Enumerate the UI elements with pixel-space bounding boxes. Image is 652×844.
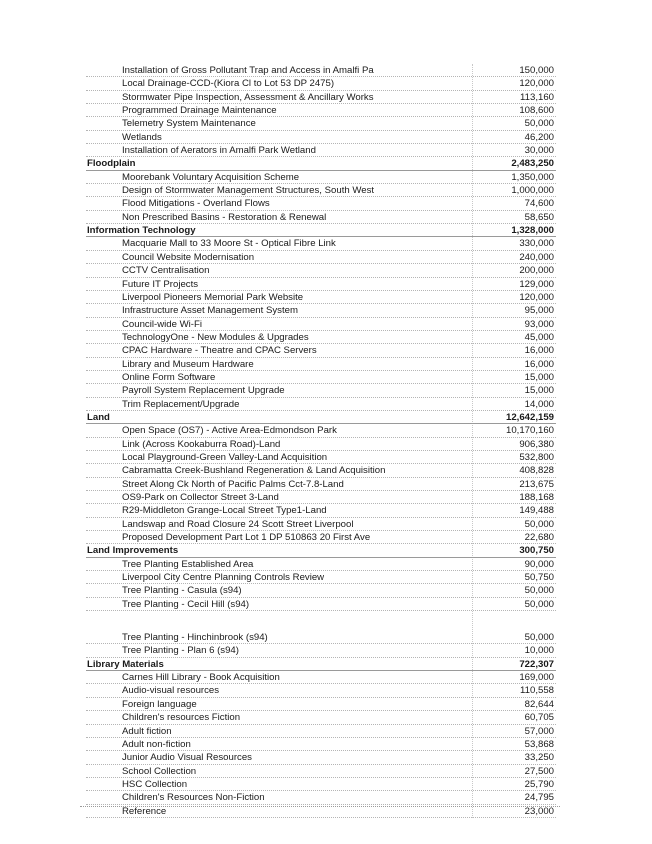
table-row	[86, 571, 556, 584]
item-label: Local Drainage-CCD-(Kiora Cl to Lot 53 DP 2475)	[122, 78, 335, 90]
item-label: Programmed Drainage Maintenance	[122, 105, 277, 117]
item-amount: 50,750	[524, 572, 554, 584]
item-amount: 906,380	[519, 438, 554, 450]
item-amount: 57,000	[524, 725, 554, 737]
item-label: CPAC Hardware - Theatre and CPAC Servers	[122, 345, 317, 357]
table-row	[86, 197, 556, 210]
item-label: Street Along Ck North of Pacific Palms Cct-7.8-Land	[122, 478, 344, 490]
item-amount: 149,488	[519, 505, 554, 517]
table-row	[86, 91, 556, 104]
item-amount: 50,000	[524, 585, 554, 597]
item-label: Future IT Projects	[122, 278, 199, 290]
item-label: Reference	[122, 805, 167, 817]
item-amount: 150,000	[519, 65, 554, 76]
table-row	[86, 371, 556, 384]
item-label: Infrastructure Asset Management System	[122, 305, 298, 317]
table-row	[86, 738, 556, 751]
item-amount: 16,000	[524, 345, 554, 357]
item-amount: 23,000	[524, 805, 554, 817]
category-label: Floodplain	[87, 158, 136, 170]
item-label: Payroll System Replacement Upgrade	[122, 385, 285, 397]
item-amount: 15,000	[524, 371, 554, 383]
category-total: 300,750	[519, 545, 554, 557]
item-label: Flood Mitigations - Overland Flows	[122, 198, 270, 210]
item-label: Tree Planting Established Area	[122, 558, 254, 570]
item-label: Foreign language	[122, 698, 197, 710]
table-row	[86, 584, 556, 597]
item-label: Liverpool Pioneers Memorial Park Website	[122, 291, 304, 303]
item-label: Landswap and Road Closure 24 Scott Street Liverpool	[122, 518, 354, 530]
table-row	[86, 104, 556, 117]
table-body	[86, 64, 556, 818]
item-label: TechnologyOne - New Modules & Upgrades	[122, 331, 309, 343]
category-label: Information Technology	[87, 225, 196, 237]
category-total: 2,483,250	[511, 158, 554, 170]
item-amount: 30,000	[524, 145, 554, 157]
table-row	[86, 171, 556, 184]
item-amount: 50,000	[524, 598, 554, 610]
item-label: Cabramatta Creek-Bushland Regeneration & Land Acquisition	[122, 465, 386, 477]
table-row	[86, 698, 556, 711]
item-label: Carnes Hill Library - Book Acquisition	[122, 672, 280, 684]
item-label: CCTV Centralisation	[122, 265, 210, 277]
item-label: Adult fiction	[122, 725, 172, 737]
item-amount: 82,644	[524, 698, 554, 710]
table-row	[86, 725, 556, 738]
item-label: Installation of Gross Pollutant Trap and Access in Amalfi Pa	[122, 65, 374, 76]
item-label: Children's resources Fiction	[122, 712, 241, 724]
table-row	[86, 237, 556, 250]
page-bottom-rule	[80, 806, 560, 807]
item-label: Council Website Modernisation	[122, 251, 255, 263]
item-amount: 33,250	[524, 752, 554, 764]
table-row	[86, 184, 556, 197]
item-label: HSC Collection	[122, 778, 188, 790]
table-row	[86, 264, 556, 277]
item-label: Junior Audio Visual Resources	[122, 752, 252, 764]
item-amount: 188,168	[519, 492, 554, 503]
item-label: Wetlands	[122, 131, 162, 143]
category-row	[86, 658, 556, 671]
item-amount: 110,558	[520, 685, 554, 697]
table-row	[86, 438, 556, 451]
item-label: Tree Planting - Cecil Hill (s94)	[122, 598, 250, 610]
item-label: Council-wide Wi-Fi	[122, 318, 202, 330]
table-row	[86, 131, 556, 144]
table-row	[86, 278, 556, 291]
item-amount: 50,000	[524, 632, 554, 644]
category-row	[86, 157, 556, 170]
table-row	[86, 464, 556, 477]
table-row	[86, 478, 556, 491]
item-amount: 532,800	[519, 451, 554, 463]
item-label: Design of Stormwater Management Structures, South West	[122, 185, 375, 197]
category-total: 1,328,000	[511, 225, 554, 237]
item-label: R29-Middleton Grange-Local Street Type1-Land	[122, 505, 327, 517]
table-row	[86, 251, 556, 264]
item-amount: 58,650	[524, 211, 554, 223]
item-label: Tree Planting - Hinchinbrook (s94)	[122, 632, 268, 644]
item-label: School Collection	[122, 765, 197, 777]
item-amount: 120,000	[519, 291, 554, 303]
item-amount: 50,000	[524, 118, 554, 130]
table-row	[86, 491, 556, 504]
item-amount: 95,000	[524, 305, 554, 317]
item-amount: 53,868	[524, 738, 554, 750]
table-row	[86, 331, 556, 344]
item-amount: 10,000	[524, 645, 554, 657]
item-amount: 27,500	[524, 765, 554, 777]
item-amount: 1,350,000	[511, 171, 554, 183]
table-row	[86, 598, 556, 611]
item-amount: 1,000,000	[511, 185, 554, 197]
item-label: Online Form Software	[122, 371, 216, 383]
item-label: Open Space (OS7) - Active Area-Edmondson Park	[122, 425, 337, 437]
table-row	[86, 211, 556, 224]
item-amount: 113,160	[520, 91, 554, 103]
category-total: 12,642,159	[505, 411, 554, 423]
item-label: Local Playground-Green Valley-Land Acquisition	[122, 451, 328, 463]
item-label: Telemetry System Maintenance	[122, 118, 256, 130]
item-label: Macquarie Mall to 33 Moore St - Optical Fibre Link	[122, 238, 336, 250]
category-row	[86, 544, 556, 557]
item-label: Adult non-fiction	[122, 738, 191, 750]
item-label: Children's Resources Non-Fiction	[122, 792, 265, 804]
table-row	[86, 304, 556, 317]
item-amount: 108,600	[519, 105, 554, 117]
table-row	[86, 765, 556, 778]
table-row	[86, 558, 556, 571]
table-row	[86, 291, 556, 304]
item-amount: 330,000	[519, 238, 554, 250]
table-row	[86, 671, 556, 684]
table-row	[86, 684, 556, 697]
item-amount: 24,795	[524, 792, 554, 804]
item-amount: 120,000	[519, 78, 554, 90]
item-amount: 14,000	[524, 398, 554, 410]
item-label: Proposed Development Part Lot 1 DP 510863 20 First Ave	[122, 532, 371, 544]
table-row	[86, 144, 556, 157]
table-row	[86, 451, 556, 464]
item-amount: 60,705	[524, 712, 554, 724]
category-label: Land	[87, 411, 110, 423]
table-row	[86, 631, 556, 644]
item-amount: 45,000	[524, 331, 554, 343]
item-label: Non Prescribed Basins - Restoration & Renewal	[122, 211, 327, 223]
item-amount: 200,000	[519, 265, 554, 277]
item-label: Trim Replacement/Upgrade	[122, 398, 240, 410]
table-row	[86, 424, 556, 437]
table-row	[86, 778, 556, 791]
category-label: Land Improvements	[87, 545, 179, 557]
item-label: Tree Planting - Casula (s94)	[122, 585, 242, 597]
category-row	[86, 411, 556, 424]
item-label: Link (Across Kookaburra Road)-Land	[122, 438, 281, 450]
category-row	[86, 224, 556, 237]
item-amount: 240,000	[519, 251, 554, 263]
item-amount: 169,000	[519, 672, 554, 684]
table-row	[86, 344, 556, 357]
item-amount: 408,828	[519, 465, 554, 477]
table-row	[86, 791, 556, 804]
item-amount: 50,000	[524, 518, 554, 530]
item-amount: 15,000	[524, 385, 554, 397]
item-label: OS9-Park on Collector Street 3-Land	[122, 492, 279, 503]
table-row	[86, 518, 556, 531]
table-row	[86, 117, 556, 130]
item-amount: 90,000	[524, 558, 554, 570]
spacer-row	[86, 611, 556, 631]
item-label: Moorebank Voluntary Acquisition Scheme	[122, 171, 300, 183]
item-amount: 129,000	[519, 278, 554, 290]
table-row	[86, 77, 556, 90]
item-label: Tree Planting - Plan 6 (s94)	[122, 645, 239, 657]
table-row	[86, 531, 556, 544]
table-row	[86, 711, 556, 724]
item-label: Audio-visual resources	[122, 685, 220, 697]
table-row	[86, 644, 556, 657]
table-row	[86, 318, 556, 331]
table-row	[86, 504, 556, 517]
item-amount: 46,200	[524, 131, 554, 143]
table-row	[86, 358, 556, 371]
item-label: Stormwater Pipe Inspection, Assessment & Ancillary Works	[122, 91, 374, 103]
budget-table	[86, 64, 556, 818]
item-amount: 10,170,160	[505, 425, 554, 437]
table-row	[86, 384, 556, 397]
item-amount: 93,000	[524, 318, 554, 330]
item-amount: 213,675	[519, 478, 554, 490]
item-amount: 25,790	[524, 778, 554, 790]
table-row	[86, 64, 556, 77]
item-amount: 22,680	[524, 532, 554, 544]
table-row	[86, 751, 556, 764]
item-label: Library and Museum Hardware	[122, 358, 254, 370]
category-label: Library Materials	[87, 658, 164, 670]
category-total: 722,307	[519, 658, 554, 670]
item-label: Installation of Aerators in Amalfi Park Wetland	[122, 145, 316, 157]
item-label: Liverpool City Centre Planning Controls Review	[122, 572, 325, 584]
item-amount: 16,000	[524, 358, 554, 370]
table-row	[86, 398, 556, 411]
item-amount: 74,600	[524, 198, 554, 210]
